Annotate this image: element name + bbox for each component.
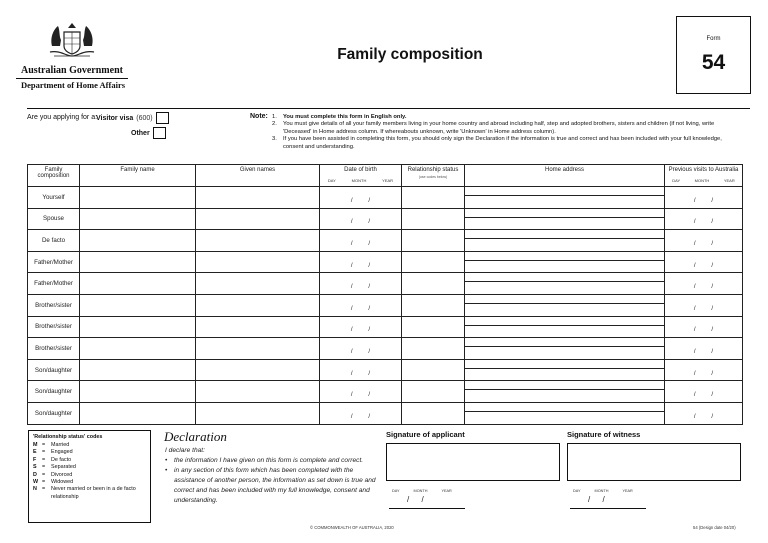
form-number: 54 [701,51,726,74]
code-equals: = [42,449,46,456]
table-row [28,359,743,381]
visits-title: Previous visits to Australia [668,167,739,173]
dob-field[interactable]: / / [320,187,402,209]
family-name-field[interactable] [80,208,196,230]
visits-field[interactable]: / / [665,187,743,209]
visitor-visa-option [96,112,169,124]
dob-month-label: MONTH [351,178,367,183]
witness-signature-title: Signature of witness [567,430,641,439]
header-given-names: Given names [196,165,320,187]
government-name: Australian Government [21,65,123,76]
note-item [272,114,742,121]
codes-title: 'Relationship status' codes [33,434,103,440]
note-text: You must give details of all your family members living in your home country and abroad including half, step and adopted brothers, sisters and children (if not living, write 'Deceased' in Home address column. If whereabouts unknown, write 'Unknown' in Home address column). [283,121,715,135]
copyright-text: © COMMONWEALTH OF AUSTRALIA, 2020 [310,525,394,530]
visitor-visa-checkbox[interactable] [156,112,169,124]
family-name-field[interactable] [80,359,196,381]
given-names-field[interactable] [196,381,320,403]
code-key: S [33,464,37,471]
code-meaning: Divorced [51,471,73,478]
dob-field[interactable]: / / [320,338,402,360]
given-names-field[interactable] [196,208,320,230]
table-row [28,251,743,273]
table-row [28,316,743,338]
applicant-date-line [389,508,465,509]
given-names-field[interactable] [196,294,320,316]
dob-field[interactable]: / / [320,402,402,424]
code-meaning: Married [51,442,70,448]
design-date-text: 54 (Design date 04/20) [693,525,736,530]
code-item [33,486,146,501]
row-label: Son/daughter [28,359,80,381]
visits-field[interactable]: / / [665,381,743,403]
code-equals: = [42,464,46,471]
witness-date-line [570,508,646,509]
dob-field[interactable]: / / [320,208,402,230]
year-label: YEAR [441,489,452,493]
header-date-of-birth [320,165,402,187]
address-line [465,411,664,412]
relationship-field[interactable] [402,273,465,295]
address-line [465,260,664,261]
relationship-field[interactable] [402,187,465,209]
other-option [131,127,166,139]
notes-list [272,114,742,151]
bullet: • [165,457,168,464]
family-name-field[interactable] [80,402,196,424]
code-item [33,464,146,471]
table-row [28,230,743,252]
address-line [465,303,664,304]
top-divider [27,108,750,109]
given-names-field[interactable] [196,230,320,252]
dob-field[interactable]: / / [320,381,402,403]
row-label: Yourself [28,187,80,209]
dob-day-label: DAY [327,178,336,183]
header-divider [16,78,128,79]
header-previous-visits [665,165,743,187]
note-number: 2. [272,121,277,128]
given-names-field[interactable] [196,402,320,424]
applicant-date-field[interactable]: / / [407,495,424,504]
dob-field[interactable]: / / [320,230,402,252]
dob-field[interactable]: / / [320,273,402,295]
other-checkbox[interactable] [153,127,166,139]
code-key: D [33,471,37,478]
family-name-field[interactable] [80,338,196,360]
given-names-field[interactable] [196,338,320,360]
visits-field[interactable]: / / [665,402,743,424]
given-names-field[interactable] [196,359,320,381]
code-item [33,457,146,464]
code-key: E [33,449,37,456]
department-name: Department of Home Affairs [20,80,126,90]
address-field[interactable] [465,251,665,273]
code-equals: = [42,486,46,493]
code-meaning: Never married or been in a de facto relationship [51,486,136,500]
witness-date-labels [573,489,633,493]
declaration-text: the information I have given on this form is complete and correct. [174,457,364,464]
visits-field[interactable]: / / [665,230,743,252]
row-label: Father/Mother [28,273,80,295]
address-line [465,195,664,196]
other-label: Other [131,129,150,137]
declaration-text: in any section of this form which has been completed with the assistance of another person, the information as set down is true and correct and has been included with my full knowledge, consent and understanding. [174,467,376,504]
address-line [465,346,664,347]
note-number: 1. [272,114,277,120]
address-field[interactable] [465,208,665,230]
address-line [465,389,664,390]
given-names-field[interactable] [196,273,320,295]
form-title: Family composition [337,46,483,63]
header-family-name: Family name [80,165,196,187]
declaration-item [165,466,380,506]
table-row [28,273,743,295]
address-field[interactable] [465,338,665,360]
code-equals: = [42,442,46,448]
relationship-field[interactable] [402,381,465,403]
address-field[interactable] [465,359,665,381]
note-item [272,121,742,136]
applicant-signature-box[interactable] [386,443,560,481]
code-item [33,442,146,449]
family-name-field[interactable] [80,273,196,295]
declaration-title: Declaration [164,429,227,444]
given-names-field[interactable] [196,316,320,338]
address-field[interactable] [465,402,665,424]
declaration-body [165,446,380,506]
declaration-item [165,456,380,466]
row-label: Brother/sister [28,338,80,360]
visits-field[interactable]: / / [665,208,743,230]
visits-month-label: MONTH [694,178,710,183]
applying-question: Are you applying for a: [27,114,98,121]
given-names-field[interactable] [196,187,320,209]
code-equals: = [42,471,46,478]
row-label: Son/daughter [28,402,80,424]
address-field[interactable] [465,294,665,316]
relationship-field[interactable] [402,294,465,316]
form-label: Form [706,36,721,42]
relationship-field[interactable] [402,338,465,360]
given-names-field[interactable] [196,251,320,273]
witness-signature-box[interactable] [567,443,741,481]
bullet: • [165,467,168,474]
declaration-intro: I declare that: [165,447,205,454]
table-row [28,294,743,316]
code-equals: = [42,456,46,463]
coat-of-arms-icon [44,20,100,62]
visitor-visa-label: Visitor visa [96,114,134,122]
code-key: N [33,486,37,493]
relationship-field[interactable] [402,402,465,424]
address-field[interactable] [465,187,665,209]
family-name-field[interactable] [80,294,196,316]
code-meaning: Engaged [51,449,73,456]
code-key: W [33,479,39,486]
table-row [28,187,743,209]
relationship-title: Relationship status [407,167,459,173]
relationship-field[interactable] [402,230,465,252]
family-name-field[interactable] [80,230,196,252]
note-item [272,136,742,151]
address-line [465,238,664,239]
relationship-field[interactable] [402,359,465,381]
row-label: De facto [28,230,80,252]
code-equals: = [42,479,46,486]
address-line [465,281,664,282]
visitor-visa-code: (600) [136,114,153,122]
address-line [465,217,664,218]
table-row [28,338,743,360]
row-label: Father/Mother [28,251,80,273]
family-table [27,164,743,425]
form-number-box [676,16,751,94]
note-number: 3. [272,136,277,143]
table-row [28,208,743,230]
row-label: Brother/sister [28,316,80,338]
month-label: MONTH [594,489,609,493]
visits-field[interactable]: / / [665,251,743,273]
address-field[interactable] [465,273,665,295]
dob-year-label: YEAR [382,178,394,183]
visits-field[interactable]: / / [665,359,743,381]
code-item [33,449,146,456]
family-name-field[interactable] [80,316,196,338]
visits-day-label: DAY [672,178,681,183]
family-name-field[interactable] [80,381,196,403]
code-item [33,479,146,486]
address-line [465,368,664,369]
code-meaning: Separated [51,464,76,471]
row-label: Son/daughter [28,381,80,403]
header-family-composition: Family composition [28,165,80,187]
table-row [28,381,743,403]
day-label: DAY [392,489,400,493]
relationship-field[interactable] [402,251,465,273]
dob-field[interactable]: / / [320,359,402,381]
relationship-codes-box [28,430,151,523]
relationship-field[interactable] [402,208,465,230]
month-label: MONTH [413,489,428,493]
dob-title: Date of birth [344,167,377,173]
year-label: YEAR [622,489,633,493]
note-text: If you have been assisted in completing this form, you should only sign the Declaration if the information is true and correct and has been included with your full knowledge, consent and understanding. [283,136,722,150]
day-label: DAY [573,489,581,493]
relationship-note: (use codes below) [418,175,448,179]
code-meaning: De facto [51,456,72,463]
row-label: Spouse [28,208,80,230]
header-home-address: Home address [465,165,665,187]
address-field[interactable] [465,381,665,403]
dob-field[interactable]: / / [320,251,402,273]
visits-field[interactable]: / / [665,316,743,338]
note-text: You must complete this form in English only. [283,114,407,120]
row-label: Brother/sister [28,294,80,316]
dob-field[interactable]: / / [320,294,402,316]
applicant-signature-title: Signature of applicant [386,430,465,439]
witness-date-field[interactable]: / / [588,495,605,504]
code-item [33,472,146,479]
note-label: Note: [250,113,268,120]
visits-field[interactable]: / / [665,338,743,360]
dob-field[interactable]: / / [320,316,402,338]
code-meaning: Widowed [51,479,74,486]
visits-year-label: YEAR [723,178,735,183]
visits-field[interactable]: / / [665,273,743,295]
address-line [465,325,664,326]
address-field[interactable] [465,316,665,338]
applicant-date-labels [392,489,452,493]
code-key: F [33,456,37,463]
header-relationship-status [402,165,465,187]
code-key: M [33,442,38,448]
family-name-field[interactable] [80,187,196,209]
relationship-field[interactable] [402,316,465,338]
table-row [28,402,743,424]
visits-field[interactable]: / / [665,294,743,316]
address-field[interactable] [465,230,665,252]
family-name-field[interactable] [80,251,196,273]
